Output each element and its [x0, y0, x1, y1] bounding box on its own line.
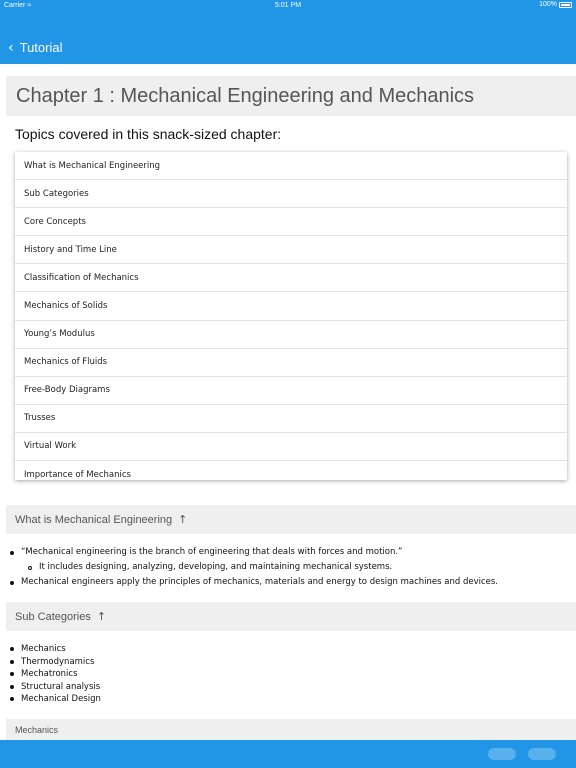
bullet-icon — [10, 551, 14, 555]
wifi-icon: ≈ — [27, 2, 32, 9]
bullet-icon — [10, 660, 14, 664]
list-item — [10, 643, 101, 656]
section-title: Mechanics — [15, 725, 59, 735]
list-item-text: Mechanical Design — [21, 694, 101, 704]
navigation-bar — [0, 12, 576, 64]
chapter-content[interactable] — [0, 64, 576, 740]
arrow-up-icon[interactable]: ↑ — [178, 513, 188, 526]
list-item — [10, 693, 101, 706]
topic-item-what-is-mechanical-engineering[interactable]: What is Mechanical Engineering — [15, 152, 567, 180]
topics-heading: Topics covered in this snack-sized chapter: — [15, 126, 282, 142]
section-title: What is Mechanical Engineering — [15, 513, 173, 526]
section-title: Sub Categories — [15, 610, 91, 623]
section-header-sub-categories — [6, 602, 576, 631]
topic-item-sub-categories[interactable]: Sub Categories — [15, 180, 567, 208]
list-item-text: It includes designing, analyzing, developing, and maintaining mechanical systems. — [39, 562, 393, 572]
section-header-what-is-mechanical-engineering — [6, 505, 576, 534]
section-body-sub-categories — [10, 643, 101, 706]
previous-chapter-button[interactable] — [488, 748, 516, 760]
battery-percent: 100% — [539, 1, 557, 8]
list-item-text: Structural analysis — [21, 681, 101, 692]
list-item — [10, 575, 498, 590]
list-item — [10, 545, 498, 560]
topic-item-importance-of-mechanics[interactable]: Importance of Mechanics — [24, 470, 131, 481]
topic-item-history-and-time-line[interactable]: History and Time Line — [15, 236, 567, 264]
status-bar — [0, 0, 576, 12]
list-item — [10, 656, 101, 669]
topic-item-classification-of-mechanics[interactable]: Classification of Mechanics — [15, 264, 567, 292]
bullet-icon — [10, 697, 14, 701]
bullet-icon — [10, 647, 14, 651]
list-item-text: Thermodynamics — [21, 656, 95, 667]
topic-item-mechanics-of-solids[interactable]: Mechanics of Solids — [15, 292, 567, 320]
bullet-icon — [10, 672, 14, 676]
status-time: 5:01 PM — [274, 2, 302, 9]
bullet-icon — [10, 581, 14, 585]
topic-item-mechanics-of-fluids[interactable]: Mechanics of Fluids — [15, 349, 567, 377]
arrow-up-icon[interactable]: ↑ — [96, 610, 107, 623]
hollow-bullet-icon — [28, 566, 32, 570]
topic-item-free-body-diagrams[interactable]: Free-Body Diagrams — [15, 377, 567, 405]
topic-item-core-concepts[interactable]: Core Concepts — [15, 208, 567, 236]
back-button[interactable] — [8, 42, 62, 54]
chevron-left-icon: ‹ — [8, 40, 14, 56]
topic-item-youngs-modulus[interactable]: Young’s Modulus — [15, 321, 567, 349]
back-button-label: Tutorial — [19, 40, 63, 55]
bullet-icon — [10, 685, 14, 689]
list-item — [10, 681, 101, 694]
chapter-title: Chapter 1 : Mechanical Engineering and Mechanics — [16, 85, 475, 107]
list-item-text: “Mechanical engineering is the branch of engineering that deals with forces and motion.” — [21, 547, 403, 557]
bottom-toolbar — [0, 740, 576, 768]
chapter-header — [6, 76, 576, 116]
topic-item-virtual-work[interactable]: Virtual Work — [15, 433, 567, 461]
next-chapter-button[interactable] — [528, 748, 556, 760]
section-body-what-is-mechanical-engineering — [10, 545, 498, 590]
list-item-text: Mechanical engineers apply the principles of mechanics, materials and energy to design machines and devices. — [21, 577, 498, 587]
topics-list — [15, 152, 567, 480]
section-header-mechanics — [6, 719, 576, 740]
topic-item-trusses[interactable]: Trusses — [15, 405, 567, 433]
battery-indicator — [539, 1, 572, 8]
sub-list-item — [10, 560, 498, 575]
list-item-text: Mechatronics — [21, 669, 78, 679]
list-item — [10, 668, 101, 681]
carrier-text: Carrier — [4, 2, 26, 9]
list-item-text: Mechanics — [21, 644, 66, 654]
battery-icon — [559, 2, 572, 8]
